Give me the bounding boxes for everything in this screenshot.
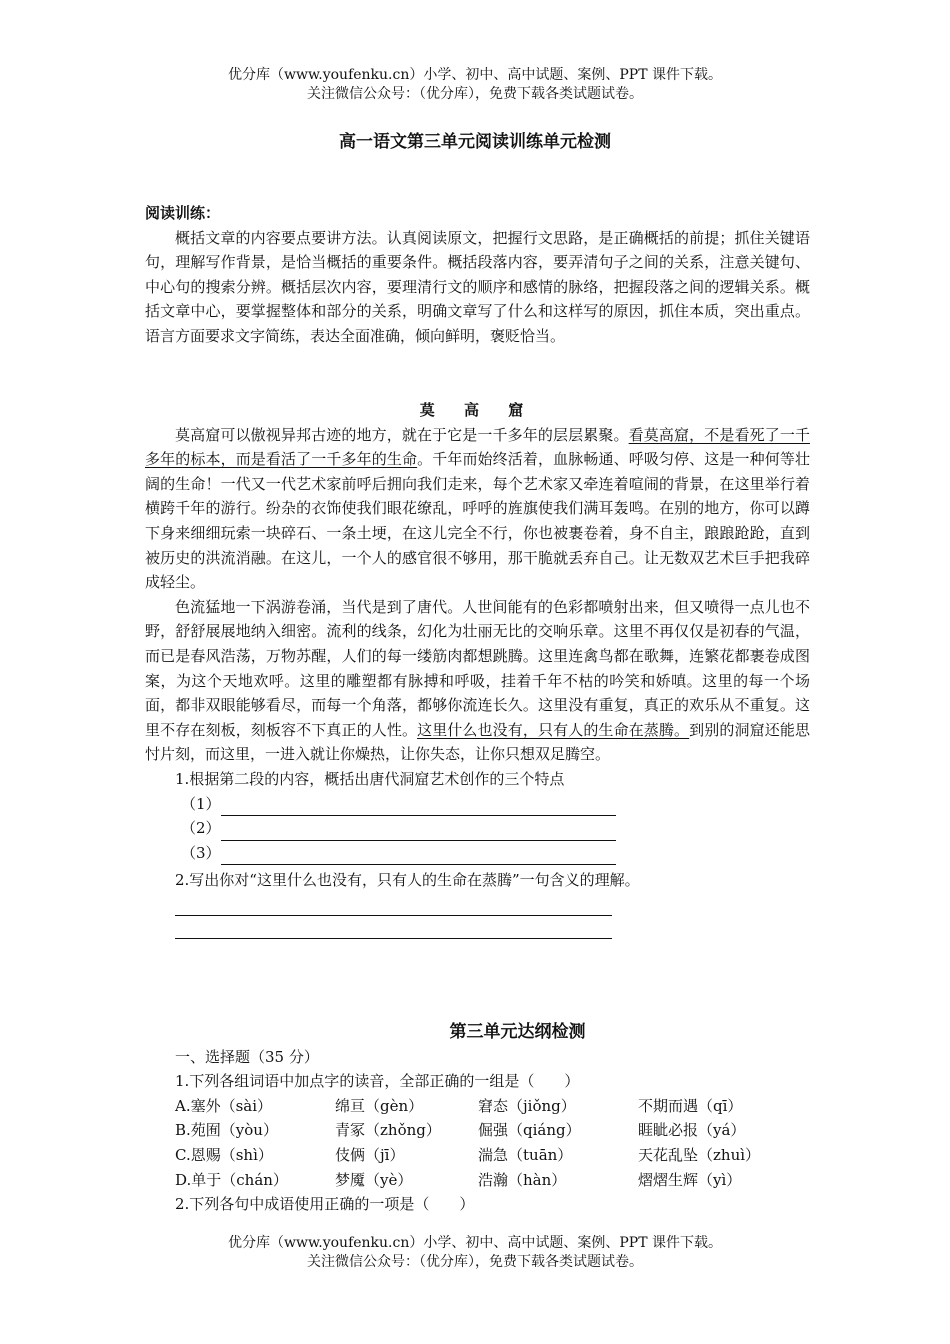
- article-section: [145, 398, 810, 939]
- p2-text-a: 色流猛地一下涡游卷涌，当代是到了唐代。人世间能有的色彩都喷射出来，但又喷得一点儿也不野，舒舒展展地纳入细密。流利的线条，幻化为壮丽无比的交响乐章。这里不再仅仅是初春的气温，而已是春风浩荡，万物苏醒，人们的每一缕筋肉都想跳腾。这里连禽鸟都在歌舞，连繁花都裹卷成图案，为这个天地欢呼。这里的雕塑都有脉搏和呼吸，挂着千年不枯的吟笑和娇嗔。这里的每一个场面，都非双眼能够看尽，而每一个角落，都够你流连长久。这里没有重复，真正的欢乐从不重复。这里不存在刻板，刻板容不下真正的人性。: [145, 597, 810, 739]
- mc-question-2: 2.下列各句中成语使用正确的一项是（ ）: [175, 1195, 475, 1214]
- option-d-item-1: D.单于（chán）: [175, 1170, 288, 1189]
- option-c-item-3: 湍急（tuān）: [478, 1145, 573, 1164]
- page-footer: [0, 1234, 950, 1272]
- option-b-item-4: 睚眦必报（yá）: [638, 1121, 746, 1140]
- option-c-item-1: C.恩赐（shì）: [175, 1145, 273, 1164]
- option-c-item-4: 天花乱坠（zhuì）: [638, 1145, 761, 1164]
- blank-3-label: （3）: [181, 843, 221, 862]
- answer-blank-3[interactable]: [145, 841, 810, 866]
- reading-section: [145, 201, 810, 349]
- option-a-item-1: A.塞外（sài）: [175, 1096, 273, 1115]
- p1-text-b: 。千年而始终活着，血脉畅通、呼吸匀停、这是一种何等壮阔的生命！一代又一代艺术家前呼后拥向我们走来，每个艺术家又牵连着喧闹的背景，在这里举行着横跨千年的游行。纷杂的衣饰使我们眼花缭乱，呼呼的旌旗使我们满耳轰鸣。在别的地方，你可以蹲下身来细细玩索一块碎石、一条土埂，在这儿完全不行，你也被裹卷着，身不自主，踉踉跄跄，直到被历史的洪流消融。在这儿，一个人的感官很不够用，那干脆就丢弃自己。让无数双艺术巨手把我碎成轻尘。: [145, 450, 810, 592]
- option-d-item-4: 熠熠生辉（yì）: [638, 1170, 742, 1189]
- p2-text-b: 到别的洞窟还能思忖片刻，而这里，一进入就让你燥热，让你失态，让你只想双足腾空。: [145, 720, 810, 764]
- blank-2-label: （2）: [181, 819, 221, 838]
- option-c-item-2: 伎俩（jī）: [335, 1145, 405, 1164]
- unit-test-title: 第三单元达纲检测: [449, 1022, 586, 1042]
- p2-underlined-sentence: 这里什么也没有，只有人的生命在蒸腾。: [417, 720, 690, 739]
- page-header: [0, 66, 950, 104]
- option-d-item-2: 梦魇（yè）: [335, 1170, 413, 1189]
- p1-text-a: 莫高窟可以傲视异邦古迹的地方，就在于它是一千多年的层层累聚。: [175, 425, 629, 444]
- article-paragraph-1: [145, 423, 810, 595]
- question-1: 1.根据第二段的内容，概括出唐代洞窟艺术创作的三个特点: [175, 769, 565, 788]
- answer-line-q2-2[interactable]: [175, 916, 612, 939]
- answer-line-q2-1[interactable]: [175, 893, 612, 916]
- mc-question-1: 1.下列各组词语中加点字的读音，全部正确的一组是（ ）: [175, 1072, 580, 1091]
- blank-2-line[interactable]: [221, 823, 616, 841]
- header-line-2: 关注微信公众号：（优分库），免费下载各类试题试卷。: [307, 86, 643, 102]
- option-a-item-2: 绵亘（gèn）: [335, 1096, 424, 1115]
- answer-blank-1[interactable]: [145, 792, 810, 817]
- blank-1-label: （1）: [181, 794, 221, 813]
- question-2: 2.写出你对“这里什么也没有，只有人的生命在蒸腾”一句含义的理解。: [175, 871, 640, 890]
- option-a-item-4: 不期而遇（qī）: [638, 1096, 743, 1115]
- footer-line-1: 优分库（www.youfenku.cn）小学、初中、高中试题、案例、PPT 课件下载。: [227, 1235, 722, 1251]
- reading-guide-paragraph: 概括文章的内容要点要讲方法。认真阅读原文，把握行文思路，是正确概括的前提；抓住关键语句，理解写作背景，是恰当概括的重要条件。概括段落内容，要弄清句子之间的关系，注意关键句、中心句的搜索分辨。概括层次内容，要理清行文的顺序和感情的脉络，把握段落之间的逻辑关系。概括文章中心，要掌握整体和部分的关系，明确文章写了什么和这样写的原因，抓住本质，突出重点。语言方面要求文字简练，表达全面准确，倾向鲜明，褒贬恰当。: [145, 228, 810, 345]
- article-title: 莫 高 窟: [419, 401, 536, 419]
- option-d-item-3: 浩瀚（hàn）: [478, 1170, 567, 1189]
- option-a-item-3: 窘态（jiǒng）: [478, 1096, 576, 1115]
- document-title: 高一语文第三单元阅读训练单元检测: [339, 132, 611, 152]
- unit-test-section: [145, 1020, 810, 1217]
- article-paragraph-2: [145, 595, 810, 767]
- header-line-1: 优分库（www.youfenku.cn）小学、初中、高中试题、案例、PPT 课件下载。: [227, 67, 722, 83]
- part-1-heading: 一、选择题（35 分）: [175, 1047, 319, 1066]
- blank-3-line[interactable]: [221, 847, 616, 865]
- reading-label: 阅读训练：: [145, 204, 221, 222]
- option-b-item-1: B.苑囿（yòu）: [175, 1121, 278, 1140]
- option-c[interactable]: [145, 1143, 810, 1168]
- option-b[interactable]: [145, 1118, 810, 1143]
- option-b-item-2: 青冢（zhǒng）: [335, 1121, 441, 1140]
- p1-underlined-sentence: 看莫高窟，不是看死了一千多年的标本，而是看活了一千多年的生命: [145, 425, 810, 469]
- answer-blank-2[interactable]: [145, 816, 810, 841]
- option-b-item-3: 倔强（qiáng）: [478, 1121, 581, 1140]
- blank-1-line[interactable]: [221, 798, 616, 816]
- option-d[interactable]: [145, 1168, 810, 1193]
- option-a[interactable]: [145, 1094, 810, 1119]
- footer-line-2: 关注微信公众号：（优分库），免费下载各类试题试卷。: [307, 1254, 643, 1270]
